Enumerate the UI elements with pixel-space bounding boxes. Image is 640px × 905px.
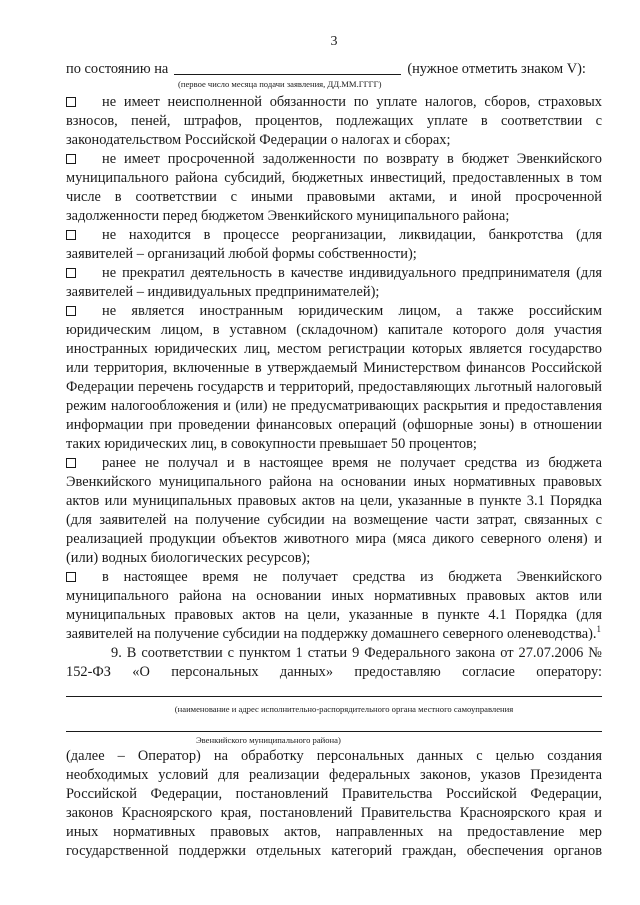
checkbox[interactable]: [66, 572, 76, 582]
consent-text: (далее – Оператор) на обработку персональных данных с целью создания необходимых условий для реализации федеральных законов, указов Президента Российской Федерации, постановлений Правительства Российской Федерации, законов Красноярского края, постановлений Правительства Красноярского края и иных нормативных правовых актов, направленных на предоставление мер государственной поддержки отдельных категорий граждан, обеспечения органов: [66, 748, 602, 859]
operator-caption-2: Эвенкийского муниципального района): [196, 735, 341, 745]
checkbox[interactable]: [66, 97, 76, 107]
list-item-text: не имеет неисполненной обязанности по уплате налогов, сборов, страховых взносов, пеней, штрафов, процентов, подлежащих уплате в соответствии с законодательством Российской Федерации о налогах и сборах;: [66, 94, 602, 148]
operator-caption: (наименование и адрес исполнительно-распорядительного органа местного самоуправления: [174, 704, 514, 714]
list-item: [66, 454, 602, 568]
checkbox[interactable]: [66, 230, 76, 240]
checkbox[interactable]: [66, 458, 76, 468]
list-item: [66, 150, 602, 226]
date-format-note: (первое число месяца подачи заявления, ДД.ММ.ГГГГ): [178, 79, 382, 89]
list-item-text: не находится в процессе реорганизации, ликвидации, банкротства (для заявителей – организаций любой формы собственности);: [66, 227, 602, 262]
status-prefix: по состоянию на: [66, 61, 169, 77]
list-item-text: не имеет просроченной задолженности по возврату в бюджет Эвенкийского муниципального района субсидий, бюджетных инвестиций, предоставленных в том числе в соответствии с иными правовыми актами, и иной просроченной задолженности перед бюджетом Эвенкийского муниципального района;: [66, 151, 602, 224]
footnote-mark: 1: [596, 624, 602, 634]
checkbox[interactable]: [66, 306, 76, 316]
list-item: [66, 302, 602, 454]
status-line: [66, 60, 602, 79]
status-suffix: (нужное отметить знаком V):: [407, 61, 586, 77]
operator-fill-line[interactable]: [66, 696, 602, 697]
list-item: [66, 226, 602, 264]
date-fill-line[interactable]: [174, 74, 401, 75]
page-number: 3: [330, 34, 338, 49]
list-item-text: ранее не получал и в настоящее время не получает средства из бюджета Эвенкийского муниципального района на основании иных нормативных правовых актов или муниципальных правовых актов на цели, указанные в пункте 3.1 Порядка (для заявителей на получение субсидии на возмещение части затрат, связанных с реализацией продукции объектов животного мира (мяса дикого северного оленя) и (или) водных биологических ресурсов);: [66, 455, 602, 566]
paragraph-9: 9. В соответствии с пунктом 1 статьи 9 Федерального закона от 27.07.2006 № 152-ФЗ «О персональных данных» предоставляю согласие оператору:: [66, 645, 602, 680]
list-item-text: не является иностранным юридическим лицом, а также российским юридическим лицом, в уставном (складочном) капитале которого доля участия иностранных юридических лиц, местом регистрации которых является государство или территория, включенные в утверждаемый Министерством финансов Российской Федерации перечень государств и территорий, предоставляющих льготный налоговый режим налогообложения и (или) не предусматривающих раскрытия и предоставления информации при проведении финансовых операций (офшорные зоны) в отношении таких юридических лиц, в совокупности превышает 50 процентов;: [66, 303, 602, 452]
list-item: [66, 264, 602, 302]
checkbox[interactable]: [66, 154, 76, 164]
list-item: [66, 93, 602, 150]
operator-fill-line-2[interactable]: [66, 731, 602, 732]
list-item: [66, 568, 602, 644]
checkbox[interactable]: [66, 268, 76, 278]
list-item-text: не прекратил деятельность в качестве индивидуального предпринимателя (для заявителей – индивидуальных предпринимателей);: [66, 265, 602, 300]
list-item-text: в настоящее время не получает средства из бюджета Эвенкийского муниципального района на основании иных нормативных правовых актов или муниципальных правовых актов на цели, указанные в пункте 4.1 Порядка (для заявителей на получение субсидии на поддержку домашнего северного оленеводства).: [66, 569, 602, 642]
